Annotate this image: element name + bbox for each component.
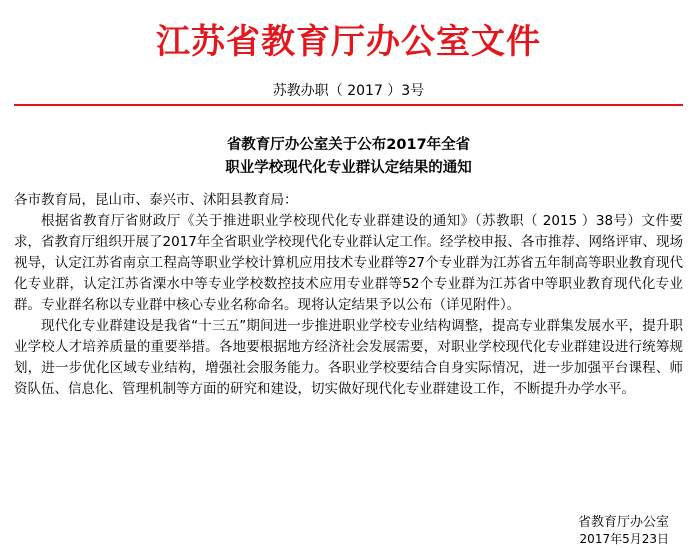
document-header-title: 江苏省教育厅办公室文件 bbox=[156, 22, 541, 62]
notice-body bbox=[14, 190, 683, 400]
document-number: 苏教办职（ 2017 ）3号 bbox=[272, 83, 425, 99]
salutation: 各市教育局，昆山市、泰兴市、沭阳县教育局： bbox=[14, 192, 298, 208]
issue-date: 2017年5月23日 bbox=[579, 532, 669, 546]
issuer-signature: 省教育厅办公室 bbox=[577, 515, 669, 530]
notice-title-line-1: 省教育厅办公室关于公布2017年全省 bbox=[226, 137, 471, 153]
body-paragraph-2: 现代化专业群建设是我省“十三五”期间进一步推进职业学校专业结构调整，提高专业群集发展水平，提升职业学校人才培养质量的重要举措。各地要根据地方经济社会发展需要，对职业学校现代化专业群建设进行统筹规划，进一步优化区域专业结构，增强社会服务能力。各职业学校要结合自身实际情况，进一步加强平台课程、师资队伍、信息化、管理机制等方面的研究和建设，切实做好现代化专业群建设工作，不断提升办学水平。 bbox=[14, 318, 683, 397]
red-divider bbox=[14, 104, 683, 106]
notice-title-line-2: 职业学校现代化专业群认定结果的通知 bbox=[225, 160, 472, 176]
notice-title bbox=[0, 134, 697, 180]
body-paragraph-1: 根据省教育厅省财政厅《关于推进职业学校现代化专业群建设的通知》（苏教职（ 2015 ）38号）文件要求，省教育厅组织开展了2017年全省职业学校现代化专业群认定工作。经学校申报、各市推荐、网络评审、现场视导，认定江苏省南京工程高等职业学校计算机应用技术专业群等27个专业群为江苏省五年制高等职业教育现代化专业群，认定江苏省溧水中等专业学校数控技术应用专业群等52个专业群为江苏省中等职业教育现代化专业群。专业群名称以专业群中核心专业名称命名。现将认定结果予以公布（详见附件）。 bbox=[14, 213, 683, 313]
